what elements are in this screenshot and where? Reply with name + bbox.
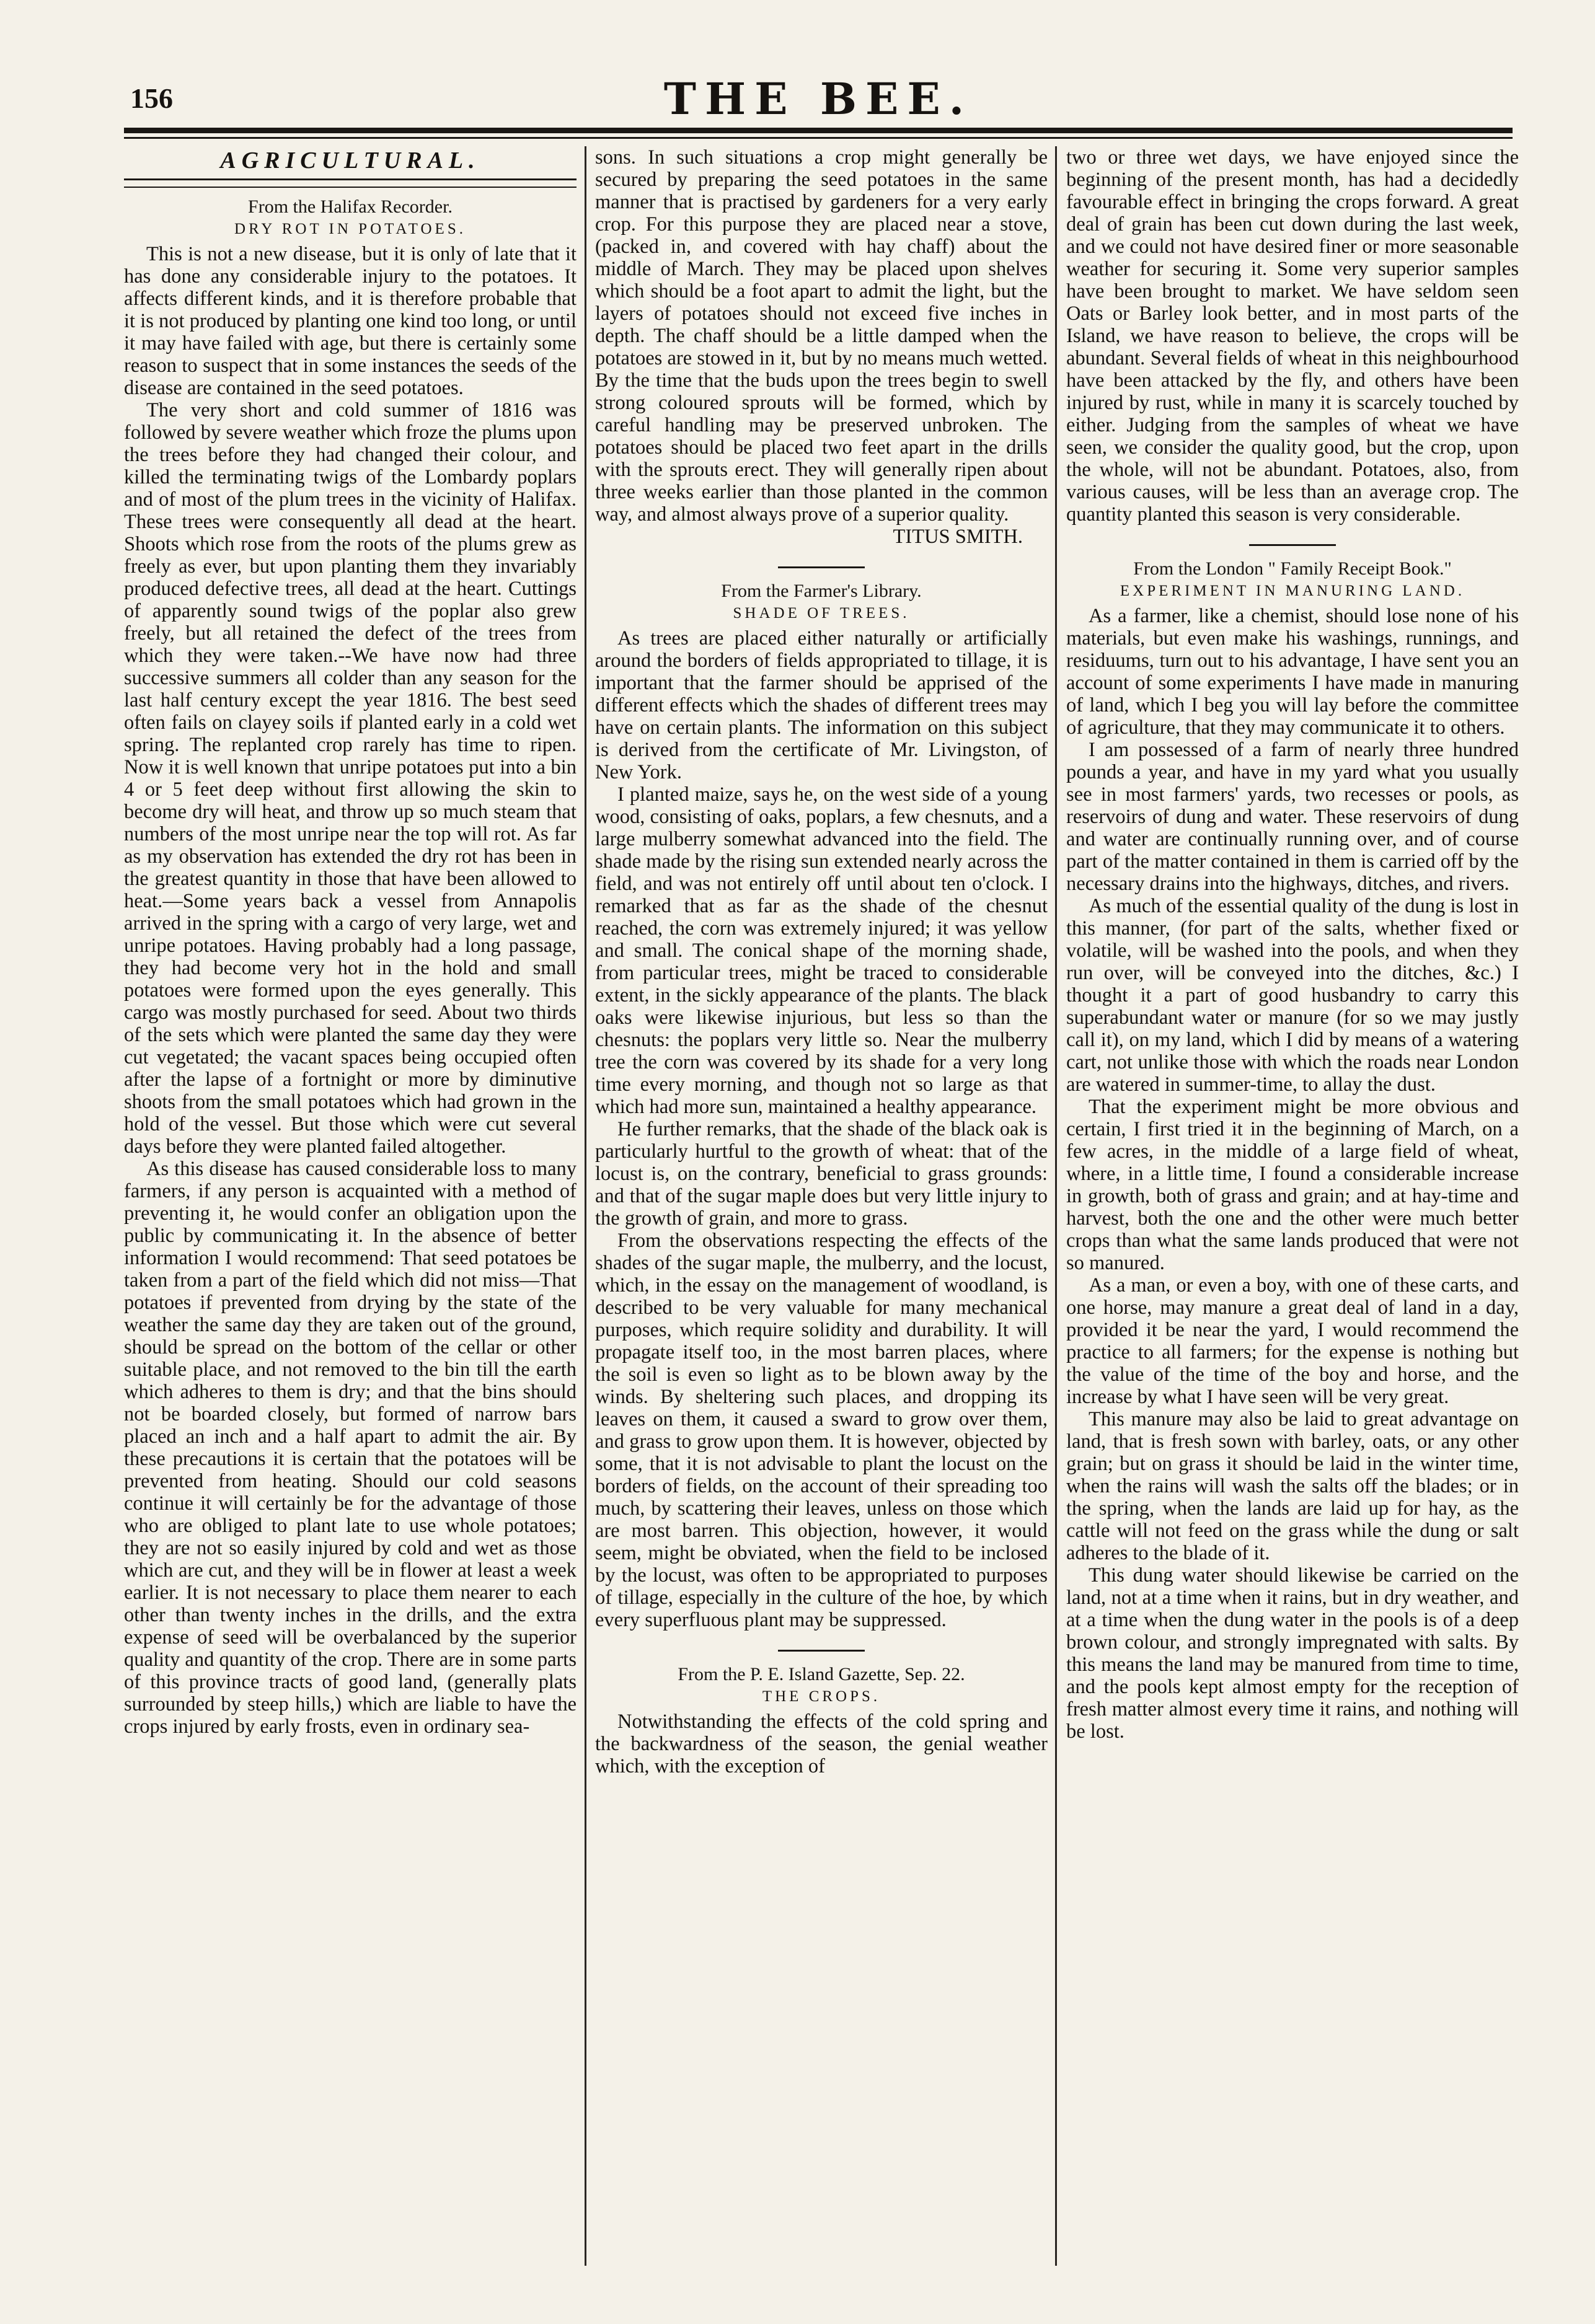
article-paragraph: That the experiment might be more obvious and certain, I first tried it in the beginning of March, on a few acres, in the middle of a large field of wheat, where, in a little time, I found a considerable increase in growth, both of grass and grain; and at hay-time and harvest, both the one and the other were much better crops than what the same lands produced that were not so manured. — [1066, 1095, 1519, 1274]
article-paragraph: As this disease has caused considerable loss to many farmers, if any person is acquainted with a method of preventing it, he would confer an obligation upon the public by communicating it. In the absence of better information I would recommend: That seed potatoes be taken from a part of the field which did not miss—That potatoes if prevented from drying by the state of the weather the same day they are taken out of the ground, should be spread on the bottom of the cellar or other suitable place, and not removed to the bin till the earth which adheres to them is dry; and that the bins should not be boarded closely, but formed of narrow bars placed an inch and a half apart to admit the air. By these precautions it is certain that the potatoes will be prevented from heating. Should our cold seasons continue it will certainly be for the advantage of those who are obliged to plant late to use whole potatoes; they are not so easily injured by cold and wet as those which are cut, and they will be in flower at least a week earlier. It is not necessary to place them nearer to each other than twenty inches in the drills, and the extra expense of seed will be overbalanced by the superior quality and quantity of the crop. There are in some parts of this province tracts of good land, (generally plats surrounded by steep hills,) which are liable to have the crops injured by early frosts, even in ordinary sea- — [124, 1158, 577, 1738]
article-source: From the Halifax Recorder. — [248, 196, 453, 218]
article-paragraph: sons. In such situations a crop might generally be secured by preparing the seed potatoes in the same manner that is practised by gardeners for a very early crop. For this purpose they are placed near a stove, (packed in, and covered with hay chaff) about the middle of March. They may be placed upon shelves which should be a foot apart to admit the light, but the layers of potatoes should not exceed five inches in depth. The chaff should be a little damped when the potatoes are stowed in it, but by no means much wetted. By the time that the buds upon the trees begin to swell strong coloured sprouts will be formed, which by careful handling may be preserved unbroken. The potatoes should be placed two feet apart in the drills with the sprouts erect. They will generally ripen about three weeks earlier than those planted in the common way, and almost always prove of a superior quality. — [595, 146, 1048, 526]
article-paragraph: This manure may also be laid to great advantage on land, that is fresh sown with barley, oats, or any other grain; but on grass it should be laid in the winter time, when the rains will wash the salts off the blades; or in the spring, when the lands are laid up for hay, as the cattle will not feed on the grass while the dung or salt adheres to the blade of it. — [1066, 1407, 1519, 1564]
column-divider — [585, 146, 586, 2266]
article-subhead: EXPERIMENT IN MANURING LAND. — [1120, 583, 1465, 600]
paper-title: THE BEE. — [663, 73, 973, 125]
article-paragraph: I planted maize, says he, on the west side of a young wood, consisting of oaks, poplars, a few chesnuts, and a large mulberry somewhat advanced into the field. The shade made by the rising sun extended nearly across the field, and was not entirely off until about ten o'clock. I remarked that as far as the shade of the chesnut reached, the corn was extremely injured; it was yellow and small. The conical shape of the morning shade, from particular trees, might be traced to considerable extent, in the sickly appearance of the plants. The black oaks were likewise injurious, but less so than the chesnuts: the poplars very little so. Near the mulberry tree the corn was covered by its shade for a very long time every morning, and though not so large as that which had more sun, maintained a healthy appearance. — [595, 783, 1048, 1118]
article-paragraph: This is not a new disease, but it is only of late that it has done any considerable injury to the potatoes. It affects different kinds, and it is therefore probable that it is not produced by planting one kind too long, or until it may have failed with age, but there is certainly some reason to suspect that in some instances the seeds of the disease are contained in the seed potatoes. — [124, 243, 577, 400]
article-paragraph: Notwithstanding the effects of the cold spring and the backwardness of the season, the genial weather which, with the exception of — [595, 1710, 1048, 1777]
column-1 — [124, 146, 577, 2266]
article-separator — [778, 566, 865, 568]
article-paragraph: two or three wet days, we have enjoyed since the beginning of the present month, has had a decidedly favourable effect in bringing the crops forward. A great deal of grain has been cut down during the last week, and we could not have desired finer or more seasonable weather for securing it. Some very superior samples have been brought to market. We have seldom seen Oats or Barley look better, and in most parts of the Island, we have reason to believe, the crops will be abundant. Several fields of wheat in this neighbourhood have been attacked by the fly, and others have been injured by rust, while in many it is scarcely touched by either. Judging from the samples of wheat we have seen, we consider the quality good, but the crop, upon the whole, will not be abundant. Potatoes, also, from various causes, will be less than an average crop. The quantity planted this season is very considerable. — [1066, 146, 1519, 526]
column-divider — [1055, 146, 1057, 2266]
article-paragraph: The very short and cold summer of 1816 was followed by severe weather which froze the plums upon the trees before they had changed their colour, and killed the terminating twigs of the Lombardy poplars and of most of the plum trees in the vicinity of Halifax. These trees were consequently all dead at the heart. Shoots which rose from the roots of the plums grew as freely as ever, but upon planting them they invariably produced defective trees, all dead at the heart. Cuttings of apparently sound twigs of the poplar also grew freely, but all retained the defect of the trees from which they were taken.--We have now had three successive summers all colder than any season for the last half century except the year 1816. The best seed often fails on clayey soils if planted early in a cold wet spring. The replanted crop rarely has time to ripen. Now it is well known that unripe potatoes put into a bin 4 or 5 feet deep without first allowing the skin to become dry will heat, and throw up so much steam that numbers of the most unripe near the top will rot. As far as my observation has extended the dry rot has been in the greatest quantity in those that have been allowed to heat.—Some years back a vessel from Annapolis arrived in the spring with a cargo of very large, wet and unripe potatoes. Having probably had a long passage, they had become very hot in the hold and small potatoes were formed upon the eyes generally. This cargo was mostly purchased for seed. About two thirds of the sets which were planted the same day they were cut vegetated; the vacant spaces being occupied often after the lapse of a fortnight or more by diminutive shoots from the small potatoes which had grown in the hold of the vessel. But those which were cut several days before they were planted failed altogether. — [124, 399, 577, 1158]
masthead — [124, 69, 1513, 126]
article-paragraph: As a farmer, like a chemist, should lose none of his materials, but even make his washings, runnings, and residuums, turn out to his advantage, I have sent you an account of some experiments I have made in manuring of land, which I beg you will lay before the committee of agriculture, that they may communicate it to others. — [1066, 604, 1519, 739]
article-separator — [778, 1650, 865, 1652]
article-source: From the P. E. Island Gazette, Sep. 22. — [678, 1663, 965, 1684]
article-paragraph: This dung water should likewise be carried on the land, not at a time when it rains, but in dry weather, and at a time when the dung water in the pools is of a deep brown colour, and strongly impregnated with salts. By this means the land may be manured from time to time, and the pools kept almost empty for the reception of fresh matter almost every time it rains, and nothing will be lost. — [1066, 1564, 1519, 1743]
article-subhead: SHADE OF TREES. — [733, 605, 910, 622]
masthead-rule — [124, 128, 1513, 133]
page-number: 156 — [130, 82, 173, 114]
column-3 — [1066, 146, 1519, 2266]
article-paragraph: As a man, or even a boy, with one of these carts, and one horse, may manure a great deal of land in a day, provided it be near the yard, I would recommend the practice to all farmers; for the expense is nothing but the value of the time of the boy and horse, and the increase by what I have seen will be very great. — [1066, 1274, 1519, 1408]
column-2 — [595, 146, 1048, 2266]
masthead-rule-thin — [124, 137, 1513, 139]
article-source: From the London " Family Receipt Book." — [1133, 558, 1452, 579]
article-paragraph: I am possessed of a farm of nearly three hundred pounds a year, and have in my yard what you usually see in most farmers' yards, two recesses or pools, as reservoirs of dung and water. These reservoirs of dung and water are continually running over, and of course part of the matter contained in them is carried off by the necessary drains into the highways, ditches, and rivers. — [1066, 738, 1519, 895]
article-paragraph: As trees are placed either naturally or artificially around the borders of fields appropriated to tillage, it is important that the farmer should be apprised of the different effects which the shades of different trees may have on certain plants. The information on this subject is derived from the certificate of Mr. Livingston, of New York. — [595, 627, 1048, 783]
article-separator — [1249, 544, 1336, 546]
section-rule — [124, 178, 577, 188]
article-signature: TITUS SMITH. — [893, 526, 1023, 548]
article-subhead: DRY ROT IN POTATOES. — [234, 221, 466, 238]
article-paragraph: From the observations respecting the effects of the shades of the sugar maple, the mulberry, and the locust, which, in the essay on the management of woodland, is described to be very valuable for many mechanical purposes, which require solidity and durability. It will propagate itself too, in the most barren places, where the soil is even so light as to be blown away by the winds. By sheltering such places, and dropping its leaves on them, it caused a sward to grow over them, and grass to grow upon them. It is however, objected by some, that it is not advisable to plant the locust on the borders of fields, on the account of their spreading too much, by scattering their leaves, unless on those which are most barren. This objection, however, it would seem, might be obviated, when the field to be inclosed by the locust, was often to be appropriated to purposes of tillage, especially in the culture of the hoe, by which every superfluous plant may be suppressed. — [595, 1229, 1048, 1631]
article-paragraph: As much of the essential quality of the dung is lost in this manner, (for part of the salts, whether fixed or volatile, will be washed into the pools, and when they run over, will be conveyed into the ditches, &c.) I thought it a part of good husbandry to carry this superabundant water or manure (for so we may justly call it), on my land, which I did by means of a watering cart, not unlike those with which the roads near London are watered in summer-time, to allay the dust. — [1066, 894, 1519, 1096]
article-subhead: THE CROPS. — [762, 1688, 881, 1706]
article-source: From the Farmer's Library. — [721, 581, 922, 601]
section-heading: AGRICULTURAL. — [220, 147, 480, 174]
article-paragraph: He further remarks, that the shade of the black oak is particularly hurtful to the growth of wheat: that of the locust is, on the contrary, beneficial to grass grounds: and that of the sugar maple does but very little injury to the growth of grain, and more to grass. — [595, 1117, 1048, 1230]
